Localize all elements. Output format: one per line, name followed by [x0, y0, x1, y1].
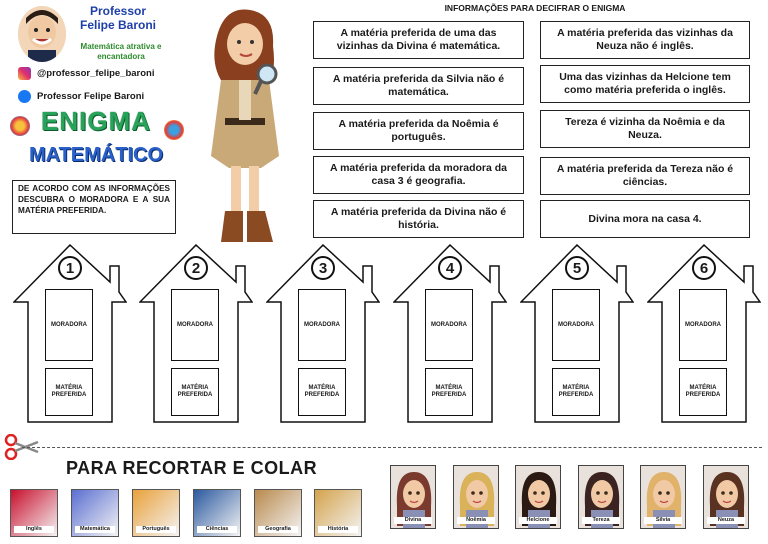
house-number: 6: [692, 256, 716, 280]
house-number: 3: [311, 256, 335, 280]
subject-slot[interactable]: MATÉRIA PREFERIDA: [298, 368, 346, 416]
subject-slot[interactable]: MATÉRIA PREFERIDA: [679, 368, 727, 416]
subject-card[interactable]: [132, 489, 180, 537]
subject-card-label: Ciências: [197, 526, 237, 533]
resident-card-label: Tereza: [582, 517, 620, 524]
clue-box: Tereza é vizinha da Noêmia e da Neuza.: [540, 110, 750, 148]
resident-card[interactable]: [703, 465, 749, 529]
subject-card-label: Matemática: [75, 526, 115, 533]
subject-slot[interactable]: MATÉRIA PREFERIDA: [171, 368, 219, 416]
house-number: 4: [438, 256, 462, 280]
resident-card-label: Neuza: [707, 517, 745, 524]
house-number: 5: [565, 256, 589, 280]
resident-slot[interactable]: MORADORA: [679, 289, 727, 361]
subject-slot[interactable]: MATÉRIA PREFERIDA: [45, 368, 93, 416]
clue-box: A matéria preferida da Silvia não é matemática.: [313, 67, 524, 105]
cut-section-title: PARA RECORTAR E COLAR: [66, 458, 318, 478]
instagram-link[interactable]: [18, 67, 155, 80]
resident-card-label: Noêmia: [457, 517, 495, 524]
clue-box: Uma das vizinhas da Helcione tem como matéria preferida o inglês.: [540, 65, 750, 103]
detective-icon: [195, 6, 295, 246]
resident-slot[interactable]: MORADORA: [45, 289, 93, 361]
resident-card[interactable]: [453, 465, 499, 529]
clue-box: A matéria preferida da Noêmia é português.: [313, 112, 524, 150]
resident-slot[interactable]: MORADORA: [552, 289, 600, 361]
resident-card-label: Helcione: [519, 517, 557, 524]
subject-card-label: Inglês: [14, 526, 54, 533]
instructions-text: DE ACORDO COM AS INFORMAÇÕES DESCUBRA O MORADORA E A SUA MATÉRIA PREFERIDA.: [12, 180, 176, 234]
clue-box: A matéria preferida da Tereza não é ciências.: [540, 157, 750, 195]
clue-box: Divina mora na casa 4.: [540, 200, 750, 238]
facebook-icon: [18, 90, 31, 103]
professor-name: [72, 4, 164, 32]
matematico-title: MATEMÁTICO: [28, 144, 164, 166]
resident-card-label: Divina: [394, 517, 432, 524]
subject-card[interactable]: [10, 489, 58, 537]
resident-card[interactable]: [640, 465, 686, 529]
professor-avatar-icon: [18, 6, 66, 62]
professor-line1: Professor: [89, 4, 147, 18]
clue-box: A matéria preferida de uma das vizinhas da Divina é matemática.: [313, 21, 524, 59]
subject-card-label: Geografia: [258, 526, 298, 533]
enigma-title: ENIGMA: [41, 106, 151, 136]
house-number: 1: [58, 256, 82, 280]
resident-card[interactable]: [515, 465, 561, 529]
subject-card[interactable]: [193, 489, 241, 537]
house-number: 2: [184, 256, 208, 280]
clues-heading: INFORMAÇÕES PARA DECIFRAR O ENIGMA: [444, 3, 626, 13]
facebook-name: Professor Felipe Baroni: [37, 91, 145, 102]
facebook-link[interactable]: [18, 90, 144, 103]
subject-card-label: Português: [136, 526, 176, 533]
subject-card[interactable]: [314, 489, 362, 537]
clue-box: A matéria preferida da Divina não é história.: [313, 200, 524, 238]
subject-card-label: História: [318, 526, 358, 533]
resident-card[interactable]: [390, 465, 436, 529]
instagram-icon: [18, 67, 31, 80]
subject-slot[interactable]: MATÉRIA PREFERIDA: [425, 368, 473, 416]
professor-avatar: [18, 6, 66, 62]
resident-slot[interactable]: MORADORA: [425, 289, 473, 361]
professor-line2: Felipe Baroni: [79, 18, 156, 32]
subject-card[interactable]: [71, 489, 119, 537]
clue-box: A matéria preferida da moradora da casa 3 é geografia.: [313, 156, 524, 194]
resident-slot[interactable]: MORADORA: [298, 289, 346, 361]
cut-line: [22, 447, 762, 448]
subject-slot[interactable]: MATÉRIA PREFERIDA: [552, 368, 600, 416]
tagline: Matemática atrativa e encantadora: [80, 42, 162, 61]
clue-box: A matéria preferida das vizinhas da Neuza não é inglês.: [540, 21, 750, 59]
resident-card[interactable]: [578, 465, 624, 529]
instagram-handle: @professor_felipe_baroni: [37, 68, 155, 79]
resident-slot[interactable]: MORADORA: [171, 289, 219, 361]
detective-illustration: [195, 6, 295, 246]
resident-card-label: Silvia: [644, 517, 682, 524]
subject-card[interactable]: [254, 489, 302, 537]
